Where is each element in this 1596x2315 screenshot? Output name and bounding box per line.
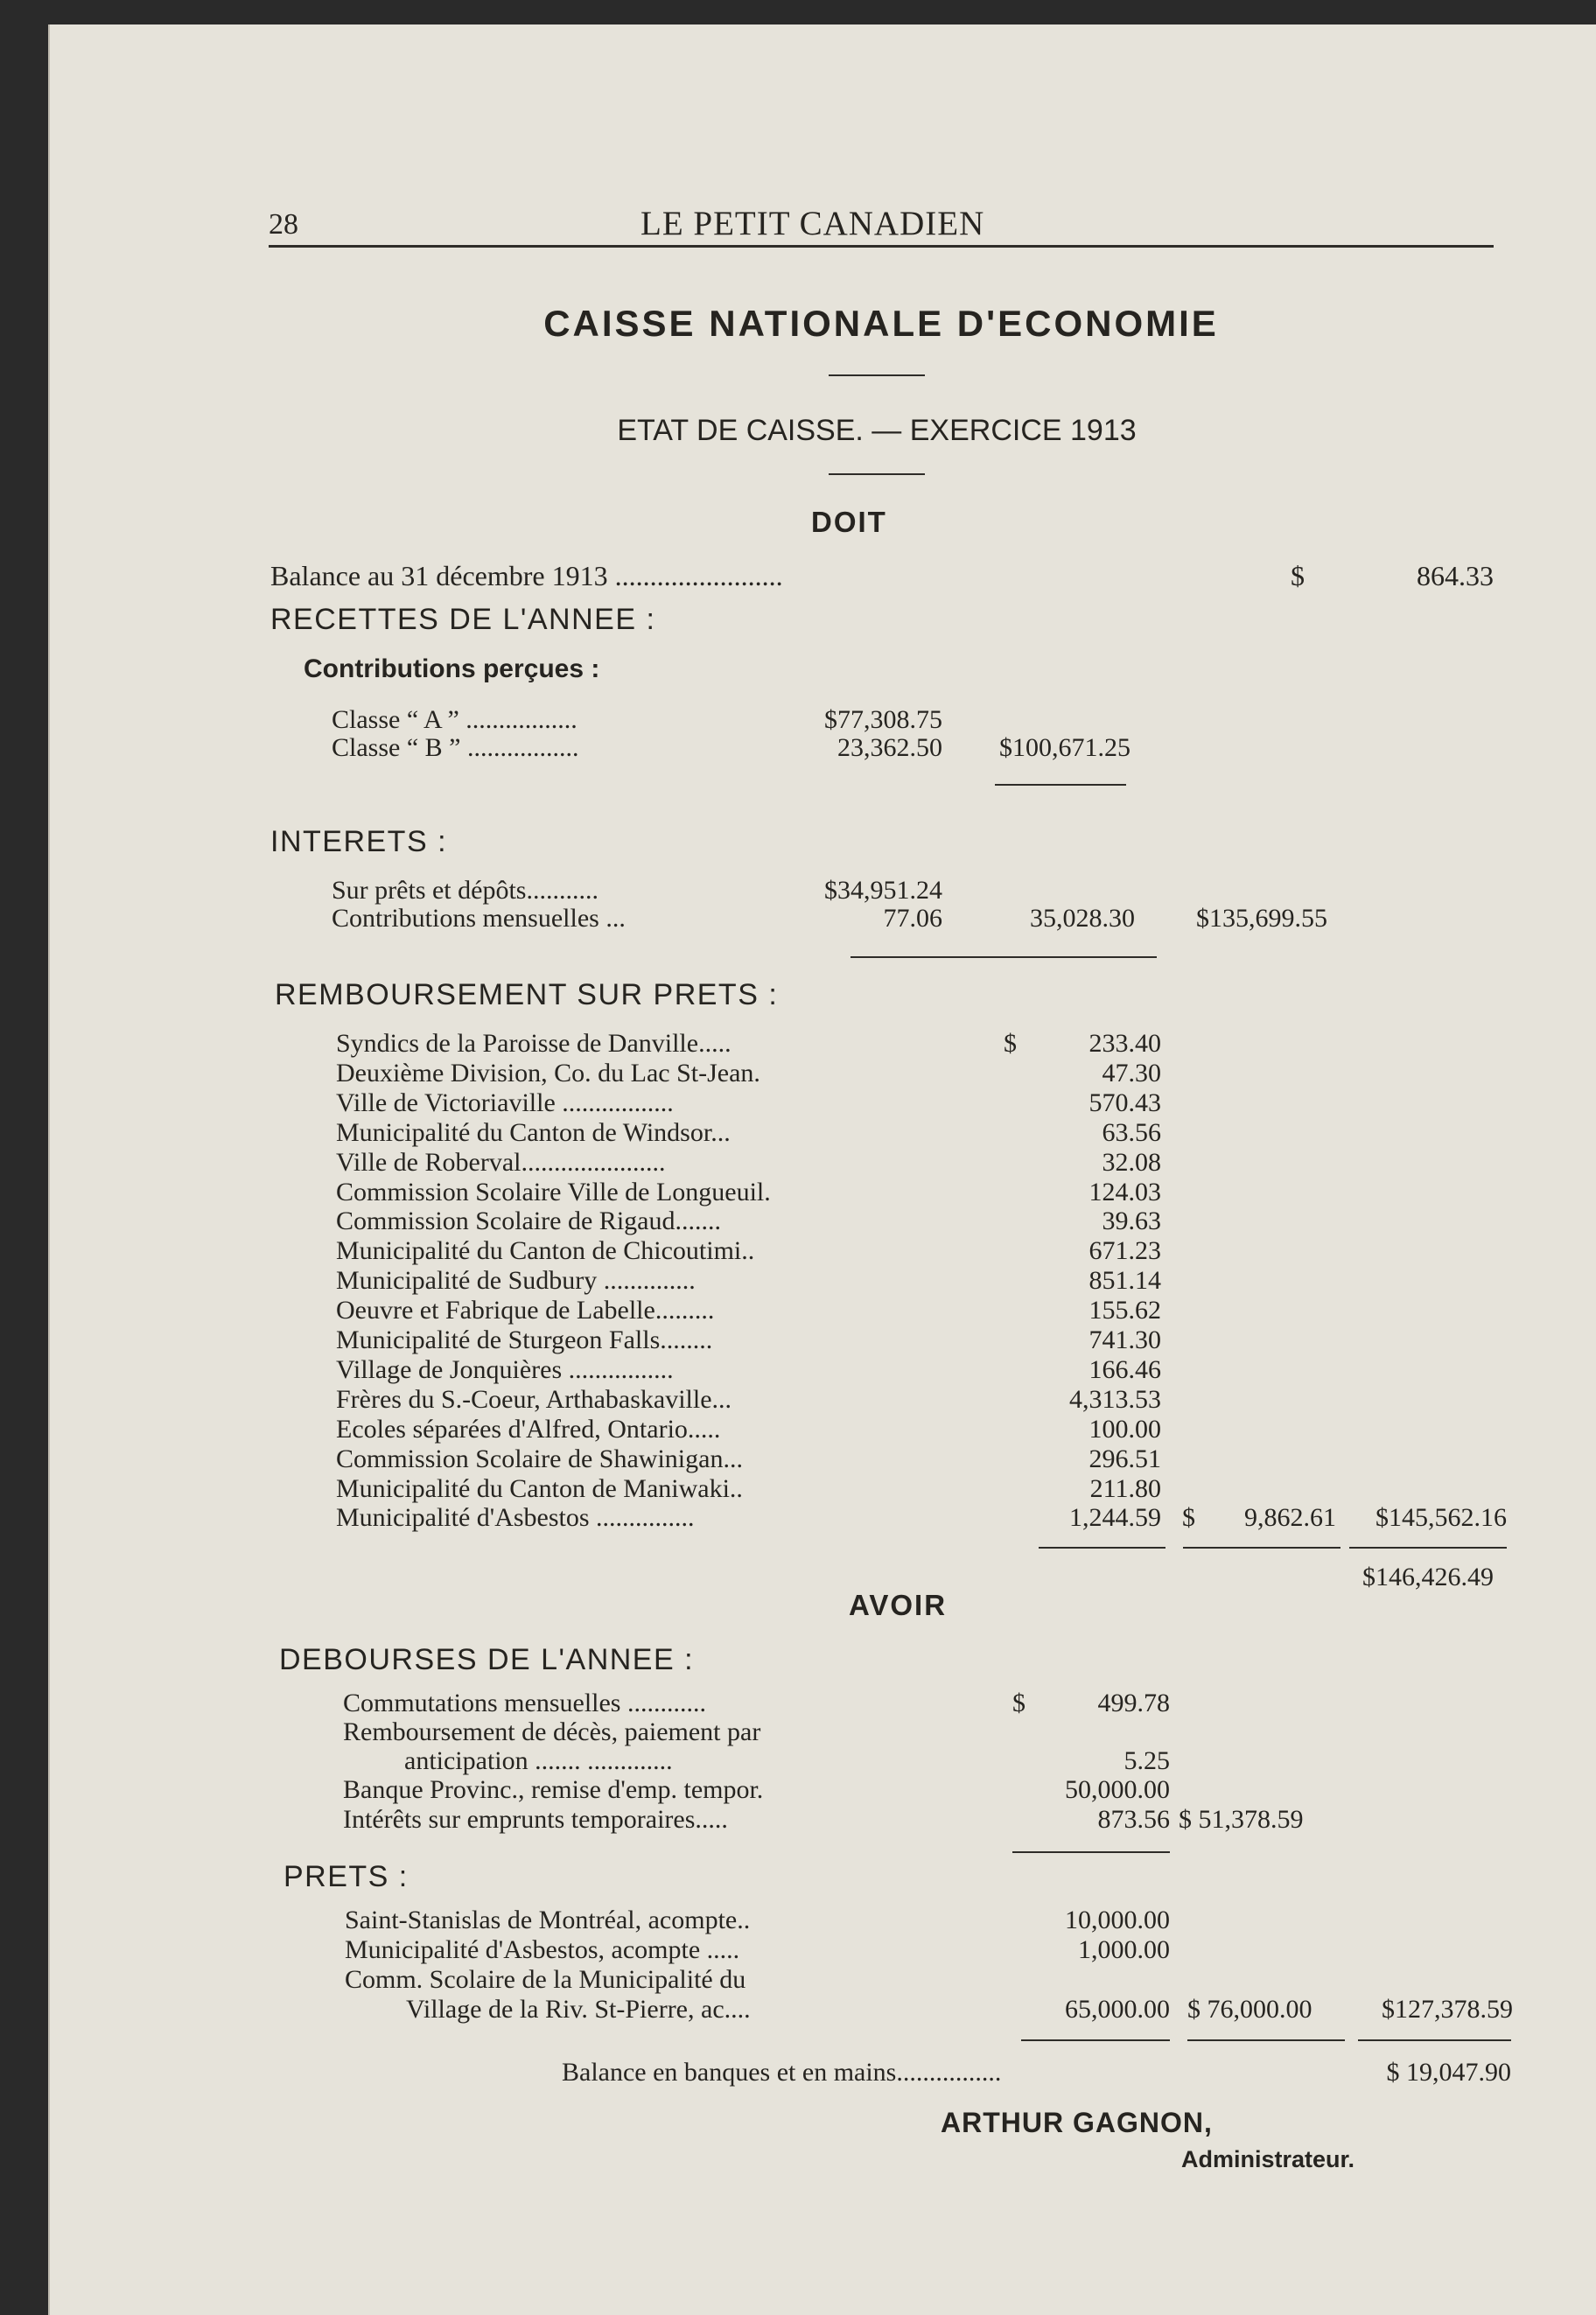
- remboursement-row-label: Syndics de la Paroisse de Danville.....: [336, 1029, 732, 1058]
- opening-balance-dollar: $: [1291, 560, 1305, 591]
- closing-balance-amount: $ 19,047.90: [1386, 2058, 1511, 2087]
- remboursement-row-label: Commission Scolaire de Rigaud.......: [336, 1206, 721, 1235]
- doit-heading: DOIT: [811, 506, 887, 538]
- debourse-row-amount: 873.56: [1097, 1805, 1170, 1834]
- remboursement-row-label: Ecoles séparées d'Alfred, Ontario.....: [336, 1415, 721, 1444]
- remboursement-row-label: Deuxième Division, Co. du Lac St-Jean.: [336, 1059, 760, 1088]
- recettes-heading: RECETTES DE L'ANNEE :: [270, 603, 656, 636]
- remboursement-rule-1: [1039, 1547, 1166, 1549]
- interet-row-label: Contributions mensuelles ...: [332, 904, 626, 933]
- contributions-heading: Contributions perçues :: [304, 654, 600, 683]
- remboursement-row-amount: 233.40: [1088, 1029, 1161, 1058]
- interet-row-amount: $34,951.24: [824, 876, 942, 905]
- debourse-row-amount: 5.25: [1124, 1746, 1170, 1775]
- remboursement-row-amount: 296.51: [1088, 1444, 1161, 1473]
- remboursement-row-amount: 166.46: [1088, 1355, 1161, 1384]
- interet-total: $135,699.55: [1196, 904, 1327, 933]
- remboursement-row-label: Municipalité du Canton de Maniwaki..: [336, 1474, 743, 1503]
- prets-rule-2: [1187, 2039, 1345, 2041]
- remboursement-row-amount: 39.63: [1102, 1206, 1161, 1235]
- remboursement-row-label: Municipalité de Sturgeon Falls........: [336, 1325, 713, 1354]
- remboursement-row-label: Commission Scolaire Ville de Longueuil.: [336, 1178, 771, 1206]
- contribution-subtotal: $100,671.25: [999, 733, 1130, 762]
- interet-row-label: Sur prêts et dépôts...........: [332, 876, 598, 905]
- pret-row-total: $127,378.59: [1382, 1995, 1513, 2024]
- pret-row-amount: 1,000.00: [1078, 1935, 1170, 1964]
- remboursement-total: $145,562.16: [1376, 1503, 1507, 1532]
- pret-row-label: Comm. Scolaire de la Municipalité du: [345, 1965, 746, 1994]
- document-title: CAISSE NATIONALE D'ECONOMIE: [543, 303, 1219, 344]
- contribution-row-label: Classe “ A ” .................: [332, 705, 578, 734]
- page: [48, 24, 1596, 2315]
- remboursement-row-amount: 155.62: [1088, 1296, 1161, 1325]
- debourse-row-subtotal: $ 51,378.59: [1179, 1805, 1304, 1834]
- pret-row-subtotal: $ 76,000.00: [1187, 1995, 1312, 2024]
- debourse-row-label: Banque Provinc., remise d'emp. tempor.: [343, 1775, 764, 1804]
- interet-subtotal: 35,028.30: [1030, 904, 1135, 933]
- remboursement-row-amount: 1,244.59: [1069, 1503, 1161, 1532]
- remboursement-row-label: Commission Scolaire de Shawinigan...: [336, 1444, 743, 1473]
- remboursement-dollar: $: [1004, 1029, 1017, 1058]
- debourse-row-amount: 50,000.00: [1065, 1775, 1170, 1804]
- remboursement-row-amount: 671.23: [1088, 1236, 1161, 1265]
- opening-balance-amount: 864.33: [1417, 560, 1494, 591]
- pret-row-amount: 10,000.00: [1065, 1906, 1170, 1934]
- debourses-heading: DEBOURSES DE L'ANNEE :: [279, 1643, 695, 1676]
- signature-name: ARTHUR GAGNON,: [941, 2107, 1213, 2138]
- prets-rule-3: [1358, 2039, 1511, 2041]
- pret-row-amount: 65,000.00: [1065, 1995, 1170, 2024]
- debourse-row-dollar: $: [1012, 1689, 1026, 1717]
- debourses-rule: [1012, 1851, 1170, 1853]
- remboursement-rule-2: [1183, 1547, 1340, 1549]
- interets-heading: INTERETS :: [270, 825, 448, 858]
- remboursement-subtotal: 9,862.61: [1244, 1503, 1336, 1532]
- debourse-row-label: Intérêts sur emprunts temporaires.....: [343, 1805, 728, 1834]
- title-rule: [829, 374, 925, 376]
- remboursement-row-amount: 47.30: [1102, 1059, 1161, 1088]
- debourse-row-label: Remboursement de décès, paiement par: [343, 1717, 761, 1746]
- remboursement-row-amount: 4,313.53: [1069, 1385, 1161, 1414]
- debourse-row-label: anticipation ....... .............: [404, 1746, 673, 1775]
- remboursement-row-label: Ville de Victoriaville .................: [336, 1088, 674, 1117]
- document-subtitle: ETAT DE CAISSE. — EXERCICE 1913: [617, 414, 1137, 447]
- remboursement-row-amount: 741.30: [1088, 1325, 1161, 1354]
- contribution-row-label: Classe “ B ” .................: [332, 733, 579, 762]
- remboursement-row-label: Village de Jonquières ................: [336, 1355, 674, 1384]
- remboursement-row-amount: 100.00: [1088, 1415, 1161, 1444]
- closing-balance-label: Balance en banques et en mains................: [562, 2058, 1002, 2087]
- contribution-row-amount: 23,362.50: [837, 733, 942, 762]
- remboursement-row-amount: 851.14: [1088, 1266, 1161, 1295]
- prets-rule-1: [1021, 2039, 1170, 2041]
- remboursement-row-amount: 570.43: [1088, 1088, 1161, 1117]
- remboursement-row-label: Ville de Roberval......................: [336, 1148, 666, 1177]
- contribution-row-amount: $77,308.75: [824, 705, 942, 734]
- remboursement-row-amount: 32.08: [1102, 1148, 1161, 1177]
- remboursement-rule-3: [1349, 1547, 1507, 1549]
- remboursement-row-amount: 63.56: [1102, 1118, 1161, 1147]
- contributions-rule: [995, 784, 1126, 786]
- remboursement-heading: REMBOURSEMENT SUR PRETS :: [275, 978, 779, 1011]
- debourse-row-label: Commutations mensuelles ............: [343, 1689, 706, 1717]
- avoir-heading: AVOIR: [849, 1589, 948, 1621]
- debourse-row-amount: 499.78: [1097, 1689, 1170, 1717]
- remboursement-row-label: Municipalité du Canton de Chicoutimi..: [336, 1236, 755, 1265]
- running-title: LE PETIT CANADIEN: [640, 205, 985, 242]
- interets-rule: [850, 956, 1157, 958]
- pret-row-label: Municipalité d'Asbestos, acompte .....: [345, 1935, 740, 1964]
- remboursement-row-label: Municipalité du Canton de Windsor...: [336, 1118, 731, 1147]
- header-rule: [269, 245, 1494, 248]
- pret-row-label: Saint-Stanislas de Montréal, acompte..: [345, 1906, 751, 1934]
- remboursement-row-label: Frères du S.-Coeur, Arthabaskaville...: [336, 1385, 732, 1414]
- remboursement-row-label: Municipalité de Sudbury ..............: [336, 1266, 696, 1295]
- remboursement-total-dollar: $: [1182, 1503, 1195, 1532]
- opening-balance-label: Balance au 31 décembre 1913 ........................: [270, 560, 783, 591]
- remboursement-row-label: Oeuvre et Fabrique de Labelle.........: [336, 1296, 715, 1325]
- prets-heading: PRETS :: [284, 1860, 409, 1893]
- pret-row-label: Village de la Riv. St-Pierre, ac....: [406, 1995, 751, 2024]
- grand-total: $146,426.49: [1362, 1563, 1494, 1591]
- interet-row-amount: 77.06: [883, 904, 942, 933]
- page-number: 28: [269, 208, 298, 241]
- remboursement-row-amount: 124.03: [1088, 1178, 1161, 1206]
- subtitle-rule: [829, 473, 925, 475]
- signature-title: Administrateur.: [1181, 2146, 1355, 2172]
- remboursement-row-label: Municipalité d'Asbestos ...............: [336, 1503, 695, 1532]
- remboursement-row-amount: 211.80: [1089, 1474, 1161, 1503]
